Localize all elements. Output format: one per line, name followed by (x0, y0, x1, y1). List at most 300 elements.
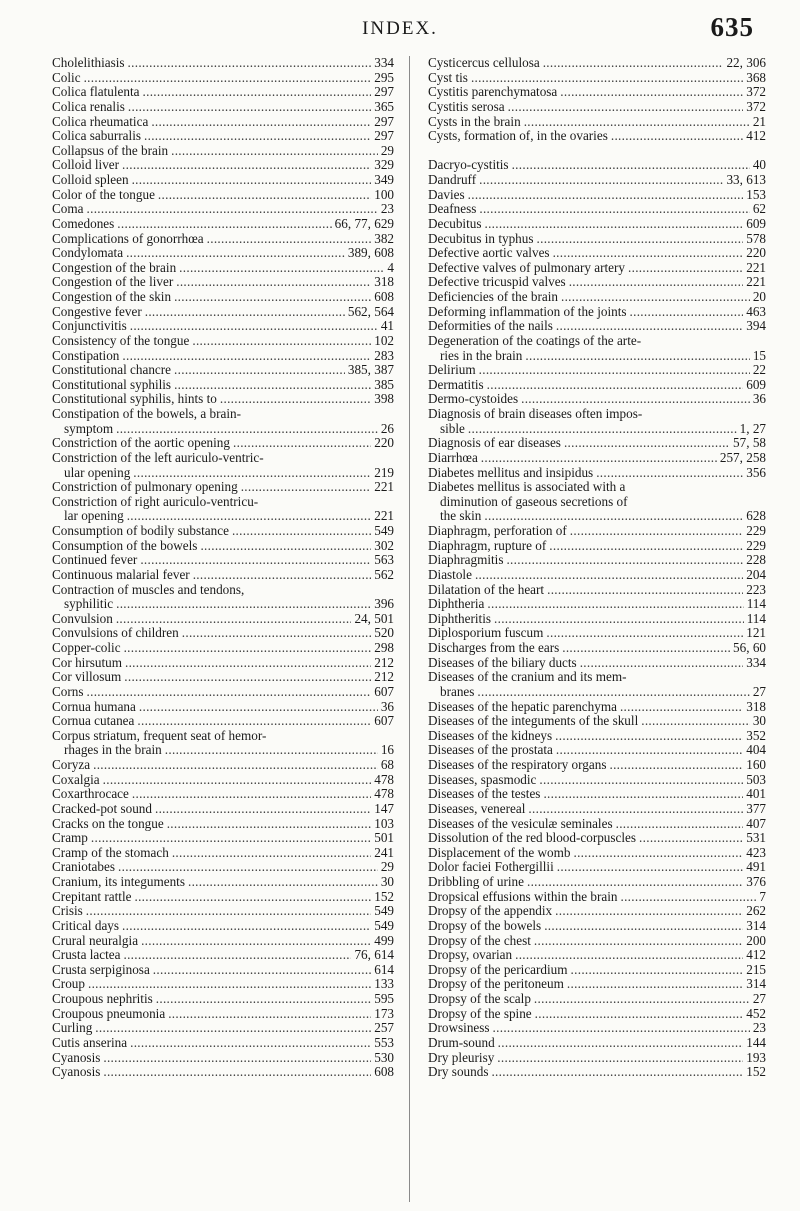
dot-leader (484, 509, 743, 524)
dot-leader (117, 217, 331, 232)
index-page-ref: 144 (746, 1034, 766, 1050)
index-page-ref: 16 (380, 742, 394, 758)
index-page-ref: 22 (752, 362, 766, 378)
index-term: Colica flatulenta (52, 84, 140, 100)
index-term: Cystitis parenchymatosa (428, 84, 558, 100)
index-term: branes (440, 683, 475, 699)
index-page-ref: 530 (374, 1049, 394, 1065)
index-page-ref: 68 (380, 757, 394, 772)
index-entry (428, 802, 766, 817)
index-term: Davies (428, 186, 465, 202)
index-term: symptom (64, 420, 114, 436)
dot-leader (130, 319, 378, 334)
index-entry (428, 846, 766, 861)
index-term: Corns (52, 683, 84, 699)
index-page-ref: 297 (374, 128, 394, 144)
index-page-ref: 401 (746, 786, 766, 802)
dot-leader (220, 392, 371, 407)
index-entry (52, 934, 394, 949)
dot-leader (126, 246, 345, 261)
dot-leader (484, 217, 743, 232)
index-entry (52, 700, 394, 715)
index-entry (428, 919, 766, 934)
index-term: Deafness (428, 201, 477, 217)
index-entry-lead: Diagnosis of brain diseases often impos- (428, 406, 643, 421)
index-term: Dolor faciei Fothergillii (428, 859, 554, 875)
index-entry (428, 173, 766, 188)
dot-leader (84, 71, 372, 86)
index-term: Cracked-pot sound (52, 800, 152, 816)
index-entry-lead: Degeneration of the coatings of the arte- (428, 332, 642, 348)
index-entry (428, 436, 766, 451)
index-entry (52, 626, 394, 641)
index-term: Constitutional syphilis, hints to (52, 391, 217, 407)
dot-leader (200, 539, 371, 554)
index-entry (52, 495, 394, 524)
index-term: Convulsions of children (52, 625, 179, 641)
index-term: Cracks on the tongue (52, 815, 164, 831)
dot-leader (144, 129, 371, 144)
dot-leader (134, 890, 371, 905)
dot-leader (87, 202, 378, 217)
index-entry (52, 1065, 394, 1080)
dot-leader (555, 904, 743, 919)
index-term: Coxalgia (52, 771, 100, 787)
dot-leader (479, 202, 749, 217)
index-page-ref: 302 (374, 537, 394, 553)
dot-leader (233, 436, 371, 451)
index-term: Defective tricuspid valves (428, 274, 566, 290)
index-entry (428, 56, 766, 71)
index-entry (428, 100, 766, 115)
index-term: Conjunctivitis (52, 318, 127, 334)
index-term: Colica rheumatica (52, 113, 149, 129)
index-page-ref: 152 (374, 888, 394, 904)
index-term: Convulsion (52, 610, 113, 626)
index-entry (428, 217, 766, 232)
index-term: Diseases of the vesiculæ seminales (428, 815, 613, 831)
index-term: Diseases of the respiratory organs (428, 757, 607, 772)
index-entry (428, 305, 766, 320)
index-entry (52, 56, 394, 71)
index-page-ref: 27 (752, 991, 766, 1006)
index-page-ref: 7 (759, 888, 766, 904)
index-page-ref: 27 (752, 683, 766, 699)
dot-leader (556, 743, 743, 758)
index-page-ref: 368 (746, 69, 766, 85)
index-entry (428, 948, 766, 963)
index-page-ref: 372 (746, 84, 766, 100)
index-page-ref: 382 (374, 230, 394, 246)
index-page-ref: 200 (746, 932, 766, 948)
dot-leader (567, 977, 743, 992)
index-page-ref: 365 (374, 98, 394, 114)
index-term: Congestion of the skin (52, 289, 172, 304)
index-entry (428, 392, 766, 407)
index-page-ref: 394 (746, 318, 766, 334)
index-entry (52, 846, 394, 861)
index-entry (428, 115, 766, 130)
dot-leader (193, 568, 372, 583)
index-entry (52, 202, 394, 217)
index-entry (428, 817, 766, 832)
index-term: the skin (440, 508, 482, 524)
index-term: Diseases of the biliary ducts (428, 654, 577, 670)
index-term: lar opening (64, 508, 124, 524)
index-page-ref: 553 (374, 1034, 394, 1050)
index-term: Dilatation of the heart (428, 581, 545, 597)
index-page-ref: 204 (746, 566, 766, 582)
dot-leader (86, 904, 371, 919)
dot-leader (543, 56, 724, 71)
index-page-ref: 4 (387, 259, 394, 275)
dot-leader (479, 363, 750, 378)
dot-leader (167, 817, 372, 832)
dot-leader (95, 1021, 371, 1036)
index-entry (428, 626, 766, 641)
dot-leader (609, 758, 743, 773)
index-term: Crisis (52, 903, 83, 919)
index-entry (428, 568, 766, 583)
index-entry (52, 963, 394, 978)
index-entry (52, 232, 394, 247)
index-page-ref: 193 (746, 1049, 766, 1065)
index-term: Diphtheritis (428, 610, 492, 626)
index-page-ref: 463 (746, 303, 766, 319)
index-entry (52, 817, 394, 832)
index-entry (52, 992, 394, 1007)
index-entry (428, 670, 766, 699)
index-term: Dropsy of the appendix (428, 903, 553, 919)
index-entry-lead: Constriction of the left auriculo-ventric- (52, 449, 264, 465)
index-term: Diseases of the hepatic parenchyma (428, 698, 617, 714)
index-page-ref: 36 (380, 698, 394, 714)
index-entry (428, 1065, 766, 1080)
index-page-ref: 30 (380, 874, 394, 889)
index-term: Cor hirsutum (52, 654, 122, 670)
index-term: Comedones (52, 215, 115, 231)
index-entry (52, 524, 394, 539)
index-page-ref: 212 (374, 669, 394, 685)
index-term: Constriction of the aortic opening (52, 435, 230, 451)
index-term: Diseases of the kidneys (428, 727, 553, 743)
index-page-ref: 228 (746, 552, 766, 568)
index-term: Cor villosum (52, 669, 122, 685)
index-term: Cyst tis (428, 69, 468, 85)
index-entry (52, 685, 394, 700)
page-header (0, 10, 800, 50)
dot-leader (468, 422, 737, 437)
dot-leader (118, 860, 378, 875)
index-term: Congestive fever (52, 303, 142, 319)
index-term: Cyanosis (52, 1049, 101, 1065)
page-number: 635 (710, 12, 754, 42)
index-page-ref: 262 (746, 903, 766, 919)
index-page-ref: 297 (374, 84, 394, 100)
index-entry (52, 612, 394, 627)
index-entry (428, 407, 766, 436)
index-page-ref: 520 (374, 625, 394, 641)
index-page-ref: 412 (746, 128, 766, 144)
dot-leader (103, 1065, 371, 1080)
index-page-ref: 223 (746, 581, 766, 597)
index-entry (428, 758, 766, 773)
index-page-ref: 160 (746, 757, 766, 772)
index-page-ref: 257, 258 (719, 449, 766, 465)
dot-leader (487, 378, 744, 393)
index-entry (52, 158, 394, 173)
index-entry (52, 363, 394, 378)
index-page-ref: 423 (746, 844, 766, 860)
dot-leader (139, 700, 378, 715)
dot-leader (544, 919, 743, 934)
index-term: Cranium, its integuments (52, 874, 185, 889)
index-entry (428, 71, 766, 86)
dot-leader (171, 144, 378, 159)
index-term: Colica renalis (52, 98, 125, 114)
index-page-ref: 29 (380, 142, 394, 158)
index-page-ref: 407 (746, 815, 766, 831)
index-term: Dropsy, ovarian (428, 947, 513, 963)
index-page-ref: 607 (374, 713, 394, 729)
index-entry (52, 480, 394, 495)
index-page-ref: 221 (746, 259, 766, 275)
index-page-ref: 56, 60 (733, 640, 766, 655)
index-page-ref: 114 (746, 596, 766, 612)
index-page-ref: 103 (374, 815, 394, 831)
dot-leader (497, 1051, 743, 1066)
dot-leader (569, 275, 744, 290)
index-page-ref: 221 (374, 508, 394, 524)
index-term: Cystitis serosa (428, 98, 505, 114)
index-page-ref: 229 (746, 537, 766, 553)
dot-leader (176, 275, 371, 290)
index-entry (52, 71, 394, 86)
index-page-ref: 33, 613 (726, 172, 766, 187)
index-page-ref: 314 (746, 976, 766, 992)
dot-leader (547, 583, 743, 598)
index-term: Deforming inflammation of the joints (428, 303, 627, 319)
index-page-ref: 29 (380, 859, 394, 875)
index-term: Constipation (52, 347, 120, 363)
index-entry-lead: Diseases of the cranium and its mem- (428, 669, 627, 685)
index-entry (52, 919, 394, 934)
index-entry (428, 1007, 766, 1022)
index-entry (428, 992, 766, 1007)
index-term: Crusta lactea (52, 947, 121, 963)
dot-leader (561, 290, 750, 305)
index-page-ref: 609 (746, 376, 766, 392)
dot-leader (524, 115, 750, 130)
index-page-ref: 334 (374, 55, 394, 70)
dot-leader (124, 641, 372, 656)
index-entry (52, 890, 394, 905)
index-entry (428, 700, 766, 715)
index-entry (428, 378, 766, 393)
dot-leader (122, 919, 371, 934)
index-page-ref: 562, 564 (347, 303, 394, 319)
dot-leader (93, 758, 378, 773)
index-page-ref: 283 (374, 347, 394, 363)
index-page-ref: 21 (752, 113, 766, 129)
index-page-ref: 372 (746, 98, 766, 114)
index-entry (52, 802, 394, 817)
index-entry (52, 714, 394, 729)
index-entry (428, 275, 766, 290)
index-spacer (428, 144, 766, 159)
index-page-ref: 314 (746, 917, 766, 933)
index-term: ular opening (64, 464, 131, 480)
dot-leader (475, 568, 743, 583)
index-entry (52, 319, 394, 334)
index-page-ref: 15 (752, 347, 766, 363)
index-entry (52, 539, 394, 554)
index-entry (428, 451, 766, 466)
index-entry (52, 568, 394, 583)
dot-leader (192, 334, 371, 349)
index-term: Dropsy of the spine (428, 1005, 532, 1021)
index-page-ref: 257 (374, 1020, 394, 1036)
index-entry (52, 977, 394, 992)
index-page-ref: 229 (746, 523, 766, 538)
index-column-left (52, 56, 394, 1080)
index-page-ref: 396 (374, 596, 394, 612)
index-entry-lead: Constipation of the bowels, a brain- (52, 406, 241, 421)
index-entry (428, 1036, 766, 1051)
dot-leader (537, 232, 744, 247)
index-page-ref: 100 (374, 186, 394, 202)
index-page-ref: 608 (374, 1064, 394, 1080)
index-page-ref: 298 (374, 640, 394, 655)
index-page-ref: 478 (374, 771, 394, 787)
index-term: Congestion of the liver (52, 274, 174, 290)
index-entry (52, 305, 394, 320)
index-page-ref: 531 (746, 830, 766, 846)
index-page-ref: 412 (746, 947, 766, 963)
dot-leader (123, 948, 351, 963)
dot-leader (188, 875, 378, 890)
index-term: Drowsiness (428, 1020, 490, 1036)
dot-leader (122, 158, 371, 173)
index-page-ref: 563 (374, 552, 394, 568)
dot-leader (539, 773, 743, 788)
dot-leader (137, 714, 371, 729)
dot-leader (494, 612, 744, 627)
index-page-ref: 220 (374, 435, 394, 451)
index-term: Dacryo-cystitis (428, 157, 509, 173)
index-entry (52, 392, 394, 407)
dot-leader (571, 963, 744, 978)
index-term: Crural neuralgia (52, 932, 139, 948)
dot-leader (207, 232, 372, 247)
index-term: Cholelithiasis (52, 55, 125, 70)
index-term: Dry sounds (428, 1064, 489, 1080)
index-term: Cyanosis (52, 1064, 101, 1080)
index-term: Dropsy of the pericardium (428, 961, 568, 977)
dot-leader (555, 729, 743, 744)
index-term: Constitutional chancre (52, 362, 172, 378)
dot-leader (534, 992, 750, 1007)
index-term: Deficiencies of the brain (428, 289, 558, 304)
index-term: Diseases, spasmodic (428, 771, 537, 787)
index-term: Dropsy of the chest (428, 932, 531, 948)
index-entry (52, 349, 394, 364)
dot-leader (628, 261, 743, 276)
column-divider (409, 56, 410, 1202)
dot-leader (630, 305, 744, 320)
index-term: Dandruff (428, 172, 477, 187)
index-entry (428, 890, 766, 905)
index-entry (52, 173, 394, 188)
index-entry (428, 787, 766, 802)
index-term: Cramp of the stomach (52, 844, 169, 860)
index-term: Diplosporium fuscum (428, 625, 544, 641)
index-term: Diseases of the prostata (428, 742, 553, 758)
index-term: Dropsy of the bowels (428, 917, 542, 933)
index-entry (428, 860, 766, 875)
dot-leader (165, 743, 378, 758)
index-entry (52, 100, 394, 115)
index-entry (52, 1051, 394, 1066)
index-entry (52, 875, 394, 890)
index-page-ref: 389, 608 (347, 245, 394, 261)
index-entry (52, 85, 394, 100)
index-term: Diphtheria (428, 596, 485, 612)
dot-leader (512, 158, 750, 173)
dot-leader (573, 846, 743, 861)
index-term: Discharges from the ears (428, 640, 560, 655)
index-term: Defective valves of pulmonary artery (428, 259, 625, 275)
index-page-ref: 385 (374, 376, 394, 392)
index-term: Craniotabes (52, 859, 115, 875)
index-entry (52, 831, 394, 846)
index-entry (52, 656, 394, 671)
dot-leader (557, 860, 743, 875)
index-page-ref: 491 (746, 859, 766, 875)
index-term: Diseases of the integuments of the skull (428, 713, 639, 729)
index-term: Constriction of pulmonary opening (52, 479, 238, 495)
index-page-ref: 241 (374, 844, 394, 860)
index-term: Consumption of the bowels (52, 537, 198, 553)
index-term: Dropsical effusions within the brain (428, 888, 618, 904)
dot-leader (543, 787, 743, 802)
index-term: Curling (52, 1020, 93, 1036)
index-term: Colic (52, 69, 81, 85)
index-term: Color of the tongue (52, 186, 155, 202)
index-entry (428, 714, 766, 729)
dot-leader (508, 100, 744, 115)
dot-leader (132, 173, 372, 188)
dot-leader (174, 378, 371, 393)
index-term: Coryza (52, 757, 91, 772)
dot-leader (91, 831, 371, 846)
dot-leader (88, 977, 371, 992)
dot-leader (116, 422, 378, 437)
dot-leader (527, 875, 743, 890)
index-page-ref: 549 (374, 523, 394, 538)
index-entry (428, 597, 766, 612)
index-entry (428, 319, 766, 334)
index-entry (52, 860, 394, 875)
dot-leader (515, 948, 743, 963)
dot-leader (174, 290, 371, 305)
index-term: Dropsy of the peritoneum (428, 976, 564, 992)
index-term: Cornua cutanea (52, 713, 135, 729)
index-column-right (428, 56, 766, 1080)
index-entry (52, 378, 394, 393)
index-page-ref: 334 (746, 654, 766, 670)
index-entry (428, 583, 766, 598)
